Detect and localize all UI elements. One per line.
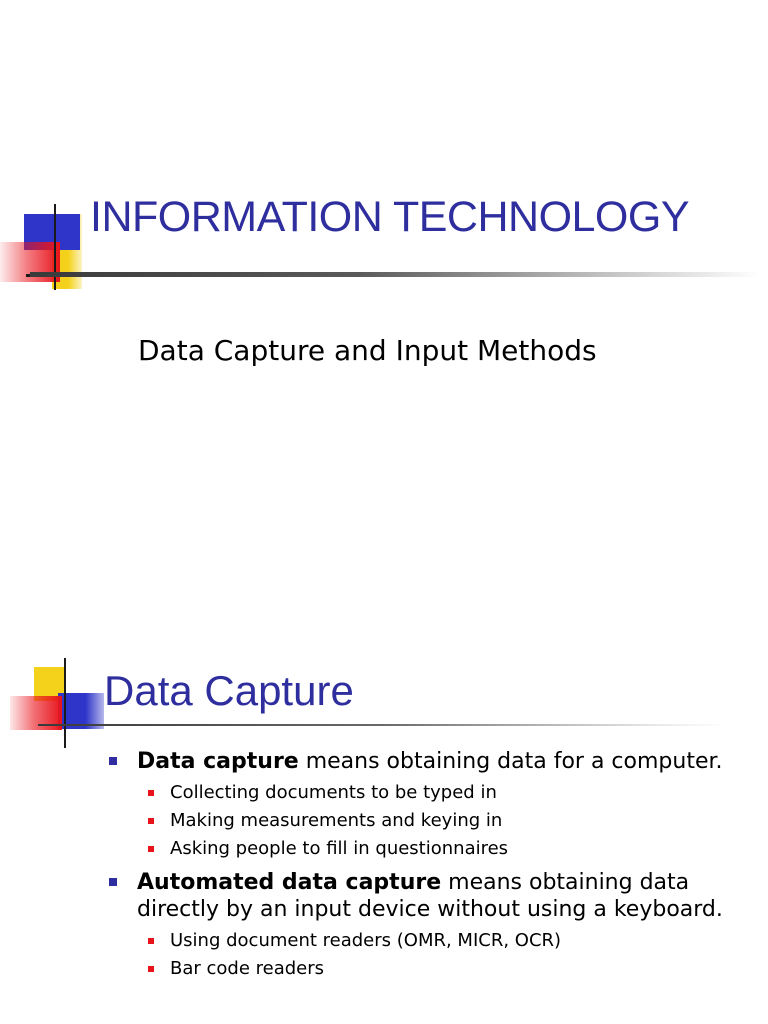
bullet-square-icon — [148, 938, 154, 944]
bullet-square-icon — [109, 878, 117, 886]
term-bold: Data capture — [137, 749, 299, 774]
term-definition: means obtaining data for a computer. — [298, 749, 723, 774]
sub-bullet-list — [137, 927, 726, 983]
sub-item-text: Asking people to fill in questionnaires — [170, 838, 509, 859]
sub-list-item — [137, 927, 726, 955]
corner-decoration — [0, 658, 110, 753]
corner-decoration — [0, 200, 100, 295]
bullet-square-icon — [148, 966, 154, 972]
term-bold: Automated data capture — [137, 870, 442, 895]
sub-list-item — [137, 807, 726, 835]
deco-vertical-line — [54, 204, 56, 290]
sub-item-text: Making measurements and keying in — [170, 810, 503, 831]
bullet-list — [106, 748, 726, 989]
sub-list-item — [137, 779, 726, 807]
content-slide — [0, 600, 768, 1024]
title-underline — [38, 724, 728, 726]
sub-item-text: Collecting documents to be typed in — [170, 782, 497, 803]
bullet-square-icon — [148, 846, 154, 852]
sub-item-text: Bar code readers — [170, 958, 325, 979]
term-definition: means obtaining data directly by an input device without using a keyboard. — [137, 870, 723, 922]
list-item — [106, 869, 726, 983]
slide-title: INFORMATION TECHNOLOGY — [90, 193, 689, 241]
bullet-square-icon — [148, 790, 154, 796]
bullet-square-icon — [148, 818, 154, 824]
sub-item-text: Using document readers (OMR, MICR, OCR) — [170, 930, 562, 951]
sub-bullet-list — [137, 779, 726, 863]
title-underline — [30, 272, 760, 277]
slide-subtitle: Data Capture and Input Methods — [138, 334, 597, 367]
list-item — [106, 748, 726, 863]
sub-list-item — [137, 955, 726, 983]
slide-title: Data Capture — [104, 667, 354, 714]
sub-list-item — [137, 835, 726, 863]
deco-vertical-line — [64, 658, 66, 748]
bullet-square-icon — [109, 757, 117, 765]
